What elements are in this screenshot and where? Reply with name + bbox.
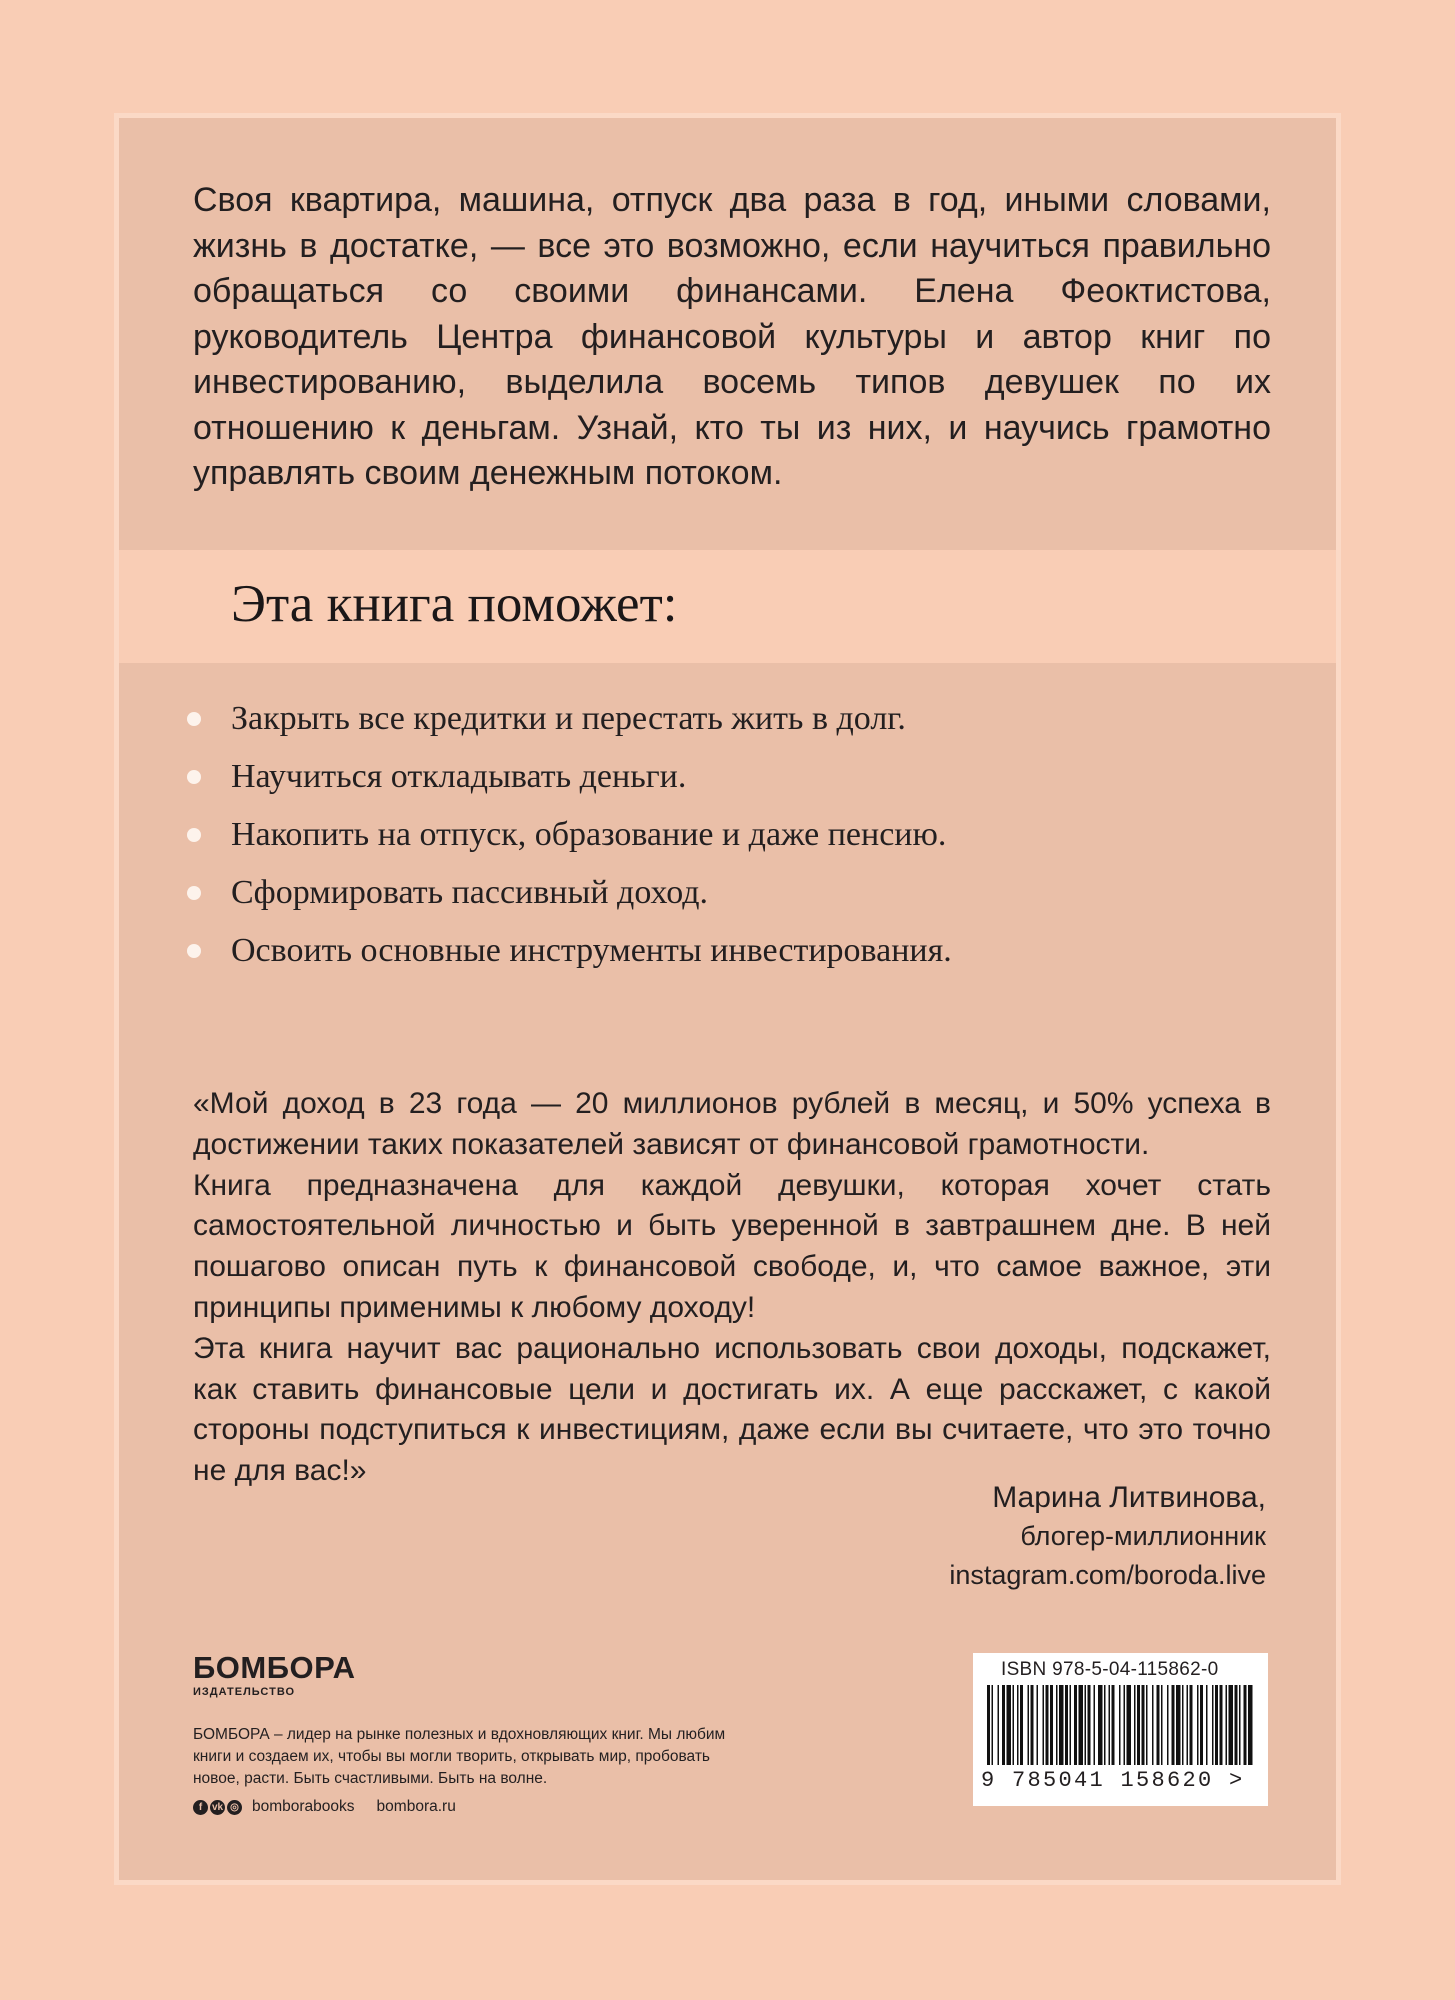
quote-paragraph-3: Эта книга научит вас рационально использовать свои доходы, подскажет, как ставить финансовые цели и достигать их. А еще расскажет, с какой стороны подступиться к инвестициям, даже если вы считаете, что это точно не для вас!»: [193, 1331, 1271, 1488]
instagram-icon[interactable]: ◎: [227, 1800, 242, 1815]
publisher-site-link[interactable]: bombora.ru: [376, 1798, 456, 1815]
bullet-dot-icon: [187, 944, 201, 958]
author-link[interactable]: instagram.com/boroda.live: [949, 1560, 1266, 1590]
author-name: Марина Литвинова,: [992, 1481, 1266, 1514]
band-title: Эта книга поможет:: [231, 575, 678, 633]
publisher-logo: БОМБОРА ИЗДАТЕЛЬСТВО: [193, 1650, 356, 1698]
bullet-dot-icon: [187, 886, 201, 900]
author-role: блогер-миллионник: [1020, 1521, 1266, 1551]
intro-paragraph: Своя квартира, машина, отпуск два раза в год, иными словами, жизнь в достатке, — все это возможно, если научиться правильно обращаться со своими финансами. Елена Феоктистова, руководитель Центра финансовой культуры и автор книг по инвестированию, выделила восемь типов девушек по их отношению к деньгам. Узнай, кто ты из них, и научись грамотно управлять своим денежным потоком.: [193, 181, 1271, 492]
barcode-bars: [983, 1685, 1258, 1767]
list-item: Накопить на отпуск, образование и даже пенсию.: [187, 806, 1267, 864]
isbn-barcode: [973, 1653, 1268, 1806]
isbn-label: ISBN 978-5-04-115862-0: [1001, 1659, 1219, 1680]
publisher-social: [193, 1798, 456, 1816]
testimonial-quote: [193, 1084, 1271, 1492]
list-item: Освоить основные инструменты инвестирования.: [187, 922, 1267, 980]
list-item: Закрыть все кредитки и перестать жить в долг.: [187, 690, 1267, 748]
quote-paragraph-1: «Мой доход в 23 года — 20 миллионов рублей в месяц, и 50% успеха в достижении таких показателей зависят от финансовой грамотности.: [193, 1087, 1271, 1161]
publisher-blurb: БОМБОРА – лидер на рынке полезных и вдохновляющих книг. Мы любим книги и создаем их, чтобы вы могли творить, открывать мир, пробовать новое, расти. Быть счастливыми. Быть на волне.: [193, 1726, 726, 1787]
social-handle[interactable]: bomborabooks: [252, 1798, 355, 1815]
barcode-digits: 9 785041 158620 >: [981, 1768, 1245, 1793]
list-item: Научиться откладывать деньги.: [187, 748, 1267, 806]
vk-icon[interactable]: vk: [211, 1801, 224, 1813]
quote-paragraph-2: Книга предназначена для каждой девушки, которая хочет стать самостоятельной личностью и быть уверенной в завтрашнем дне. В ней пошагово описан путь к финансовой свободе, и, что самое важное, эти принципы применимы к любому доходу!: [193, 1168, 1271, 1324]
bullet-dot-icon: [187, 828, 201, 842]
facebook-icon[interactable]: f: [193, 1800, 208, 1815]
bullet-dot-icon: [187, 712, 201, 726]
back-cover-panel: [114, 113, 1341, 1885]
benefits-list: [187, 690, 1267, 980]
quote-signature: [949, 1478, 1266, 1595]
highlight-band: [119, 550, 1336, 663]
list-item: Сформировать пассивный доход.: [187, 864, 1267, 922]
bullet-dot-icon: [187, 770, 201, 784]
